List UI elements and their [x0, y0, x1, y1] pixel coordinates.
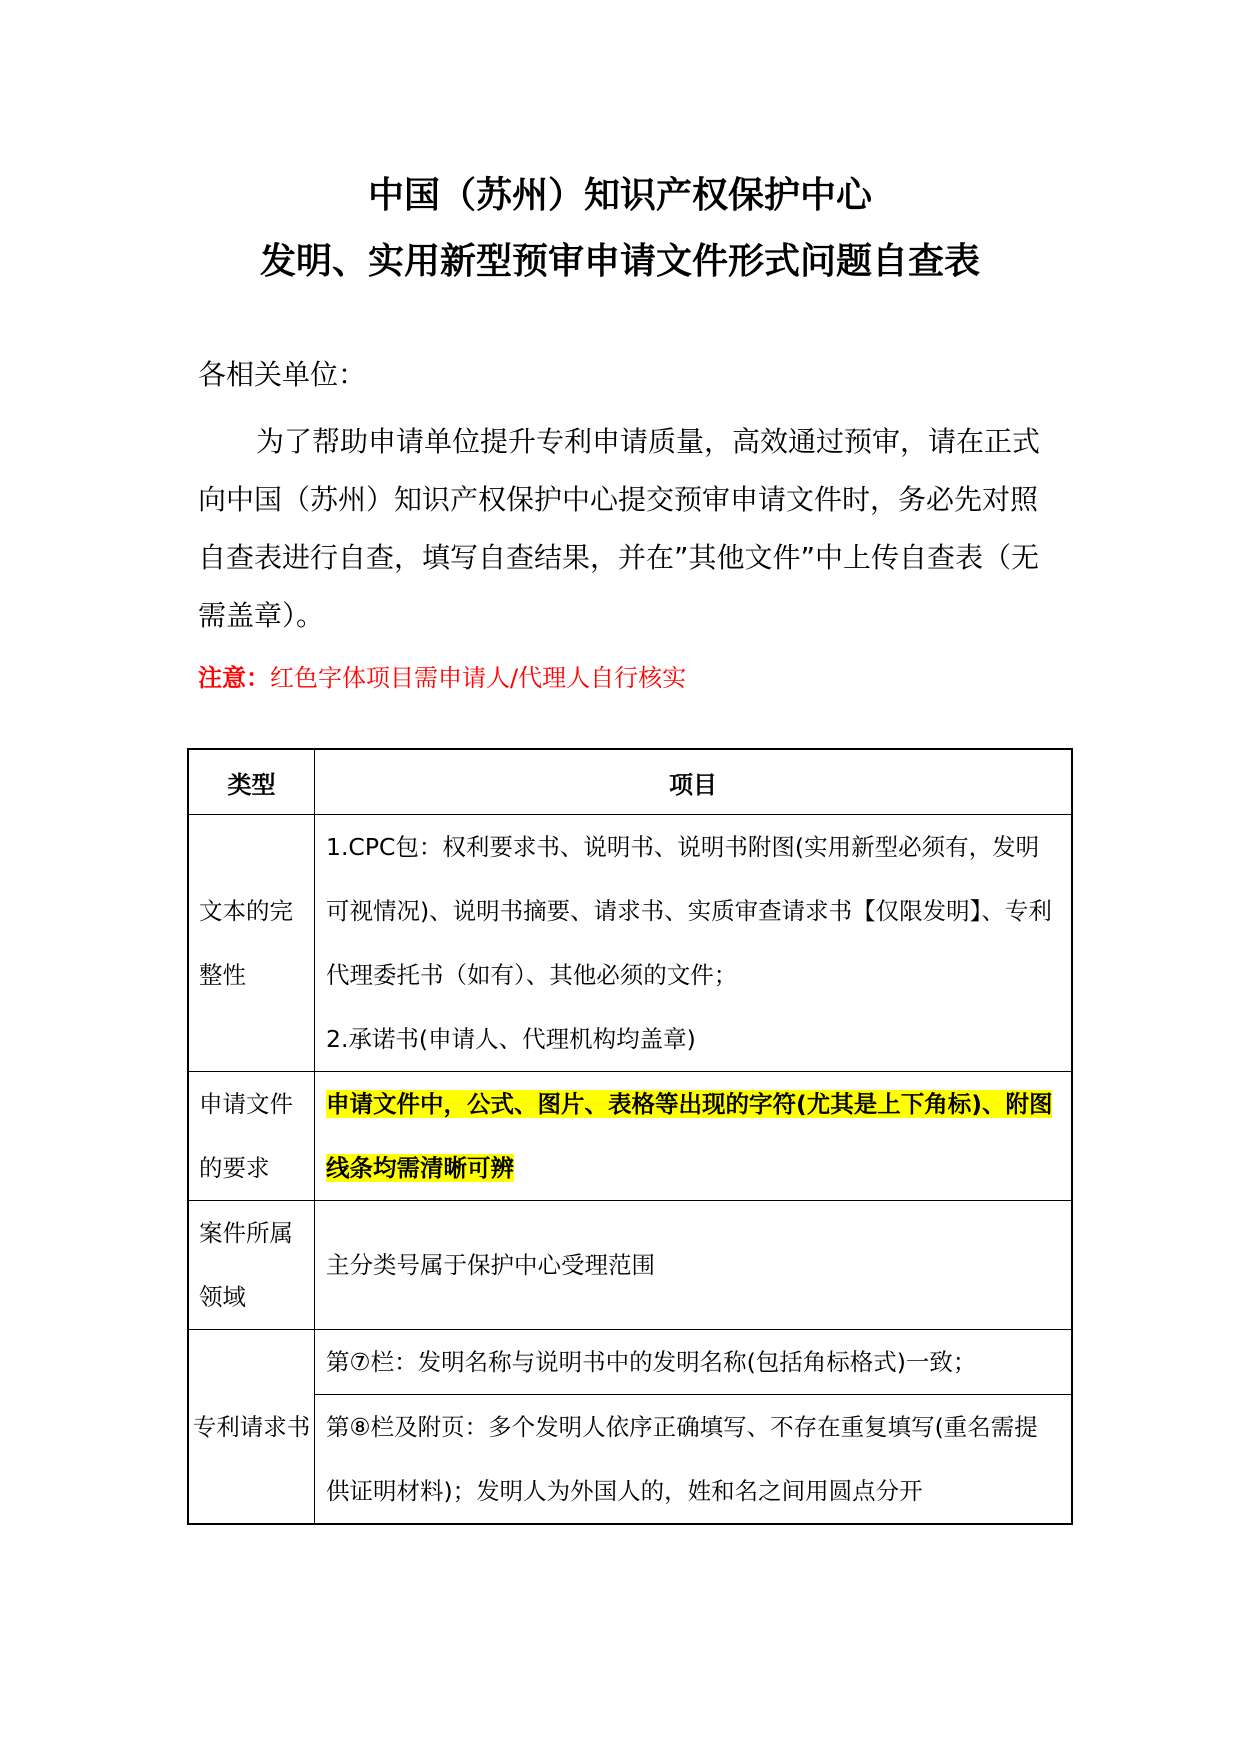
- self-check-table: [187, 748, 1073, 1525]
- item-text: 1.CPC包：权利要求书、说明书、说明书附图(实用新型必须有，发明可视情况)、说明书摘要、请求书、实质审查请求书【仅限发明】、专利代理委托书（如有）、其他必须的文件；: [326, 833, 1052, 989]
- table-row: [188, 1330, 1072, 1395]
- row-type-field: 案件所属领域: [188, 1201, 315, 1330]
- table-header-row: [188, 749, 1072, 815]
- page-title-line1: 中国（苏州）知识产权保护中心: [367, 175, 872, 216]
- row-type-requirements: 申请文件的要求: [188, 1072, 315, 1201]
- note: [198, 661, 686, 695]
- table-row: [188, 815, 1072, 1072]
- salutation: 各相关单位：: [198, 358, 367, 391]
- item-text: 2.承诺书(申请人、代理机构均盖章): [326, 1025, 696, 1053]
- row-item-field: 主分类号属于保护中心受理范围: [315, 1201, 1073, 1330]
- header-type: 类型: [188, 749, 315, 815]
- row-item-completeness: [315, 815, 1073, 1072]
- row-item-request-8: 第⑧栏及附页：多个发明人依序正确填写、不存在重复填写(重名需提供证明材料)；发明人为外国人的，姓和名之间用圆点分开: [315, 1395, 1073, 1525]
- table-row: [188, 1201, 1072, 1330]
- page-title-line2: 发明、实用新型预审申请文件形式问题自查表: [259, 241, 980, 282]
- table-row: [188, 1395, 1072, 1525]
- note-text: 红色字体项目需申请人/代理人自行核实: [270, 664, 687, 692]
- row-type-completeness: 文本的完整性: [188, 815, 315, 1072]
- row-item-requirements: [315, 1072, 1073, 1201]
- note-label: 注意：: [198, 664, 270, 692]
- table-row: [188, 1072, 1072, 1201]
- highlighted-item-text: 申请文件中，公式、图片、表格等出现的字符(尤其是上下角标)、附图线条均需清晰可辨: [326, 1090, 1053, 1182]
- row-item-request-7: 第⑦栏：发明名称与说明书中的发明名称(包括角标格式)一致；: [315, 1330, 1073, 1395]
- header-item: 项目: [315, 749, 1073, 815]
- row-type-request: 专利请求书: [188, 1330, 315, 1525]
- intro-paragraph: 为了帮助申请单位提升专利申请质量，高效通过预审，请在正式向中国（苏州）知识产权保护中心提交预审申请文件时，务必先对照自查表进行自查，填写自查结果，并在”其他文件”中上传自查表（无需盖章）。: [198, 425, 1041, 632]
